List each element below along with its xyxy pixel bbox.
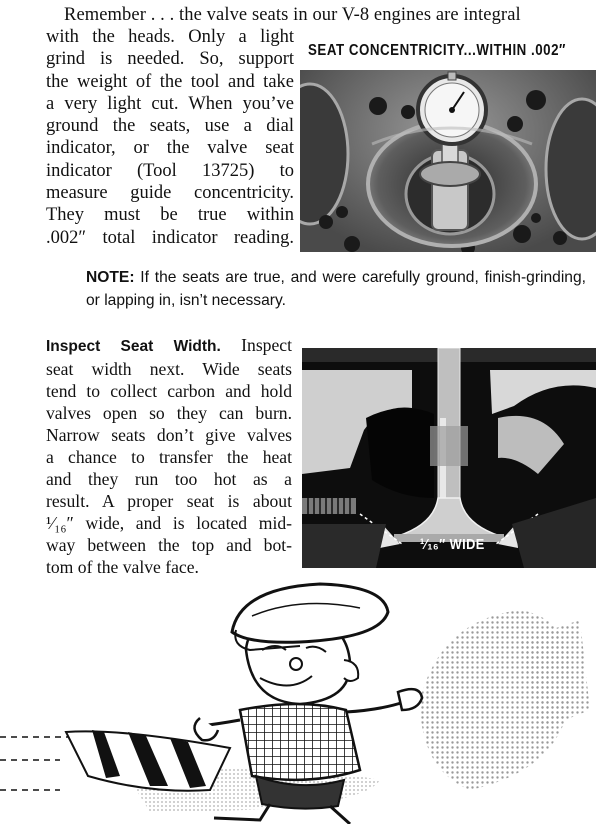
heading-line-rest: Inspect [220, 335, 292, 355]
valve-cutaway-photo [302, 348, 596, 568]
paragraph-line: tom of the valve face. [46, 557, 199, 577]
paragraph-line: tend to collect carbon and hold [46, 381, 292, 401]
valve-seat-cutaway-illustration [302, 348, 596, 568]
paragraph-line: and they run too hot as a [46, 469, 292, 489]
paragraph-line: valves open so they can burn. [46, 403, 292, 423]
paragraph-line: indicator (Tool 13725) to [46, 160, 294, 181]
note-paragraph [86, 266, 586, 312]
paragraph-line: measure guide concentricity. [46, 183, 294, 204]
paragraph-line: .002″ total indicator reading. [46, 227, 294, 248]
paragraph-line: ¹⁄₁₆″ wide, and is located mid- [46, 513, 292, 533]
running-mechanic-drawing [0, 580, 600, 824]
note-label: NOTE: [86, 269, 135, 286]
paragraph-line: result. A proper seat is about [46, 491, 292, 511]
paragraph-line: way between the top and bot- [46, 535, 292, 555]
section-heading: Inspect Seat Width. [46, 338, 221, 355]
photo-caption: ¹⁄₁₆″ WIDE [420, 536, 485, 553]
paragraph-line: ground the seats, use a dial [46, 116, 294, 137]
valve-seat-grinding-paragraph [46, 26, 294, 249]
paragraph-line [46, 334, 292, 358]
cartoon-mechanic-illustration [0, 580, 600, 824]
paragraph-line: a chance to transfer the heat [46, 447, 292, 467]
paragraph-line: with the heads. Only a light [46, 27, 294, 47]
note-text: If the seats are true, and were carefully ground, finish-grinding, or lapping in, isn’t necessary. [86, 269, 586, 309]
paragraph-line: They must be true within [46, 205, 294, 226]
paragraph-line: seat width next. Wide seats [46, 359, 292, 379]
seat-width-paragraph [46, 334, 292, 578]
paragraph-line: Narrow seats don’t give valves [46, 425, 292, 445]
photo-caption: SEAT CONCENTRICITY...WITHIN .002″ [308, 42, 566, 59]
paragraph-line: a very light cut. When you’ve [46, 93, 294, 114]
paragraph-line: indicator, or the valve seat [46, 138, 294, 159]
paragraph-line: grind is needed. So, support [46, 49, 294, 70]
paragraph-line: the weight of the tool and take [46, 71, 294, 92]
intro-line: Remember . . . the valve seats in our V-8 engines are integral [64, 5, 521, 25]
